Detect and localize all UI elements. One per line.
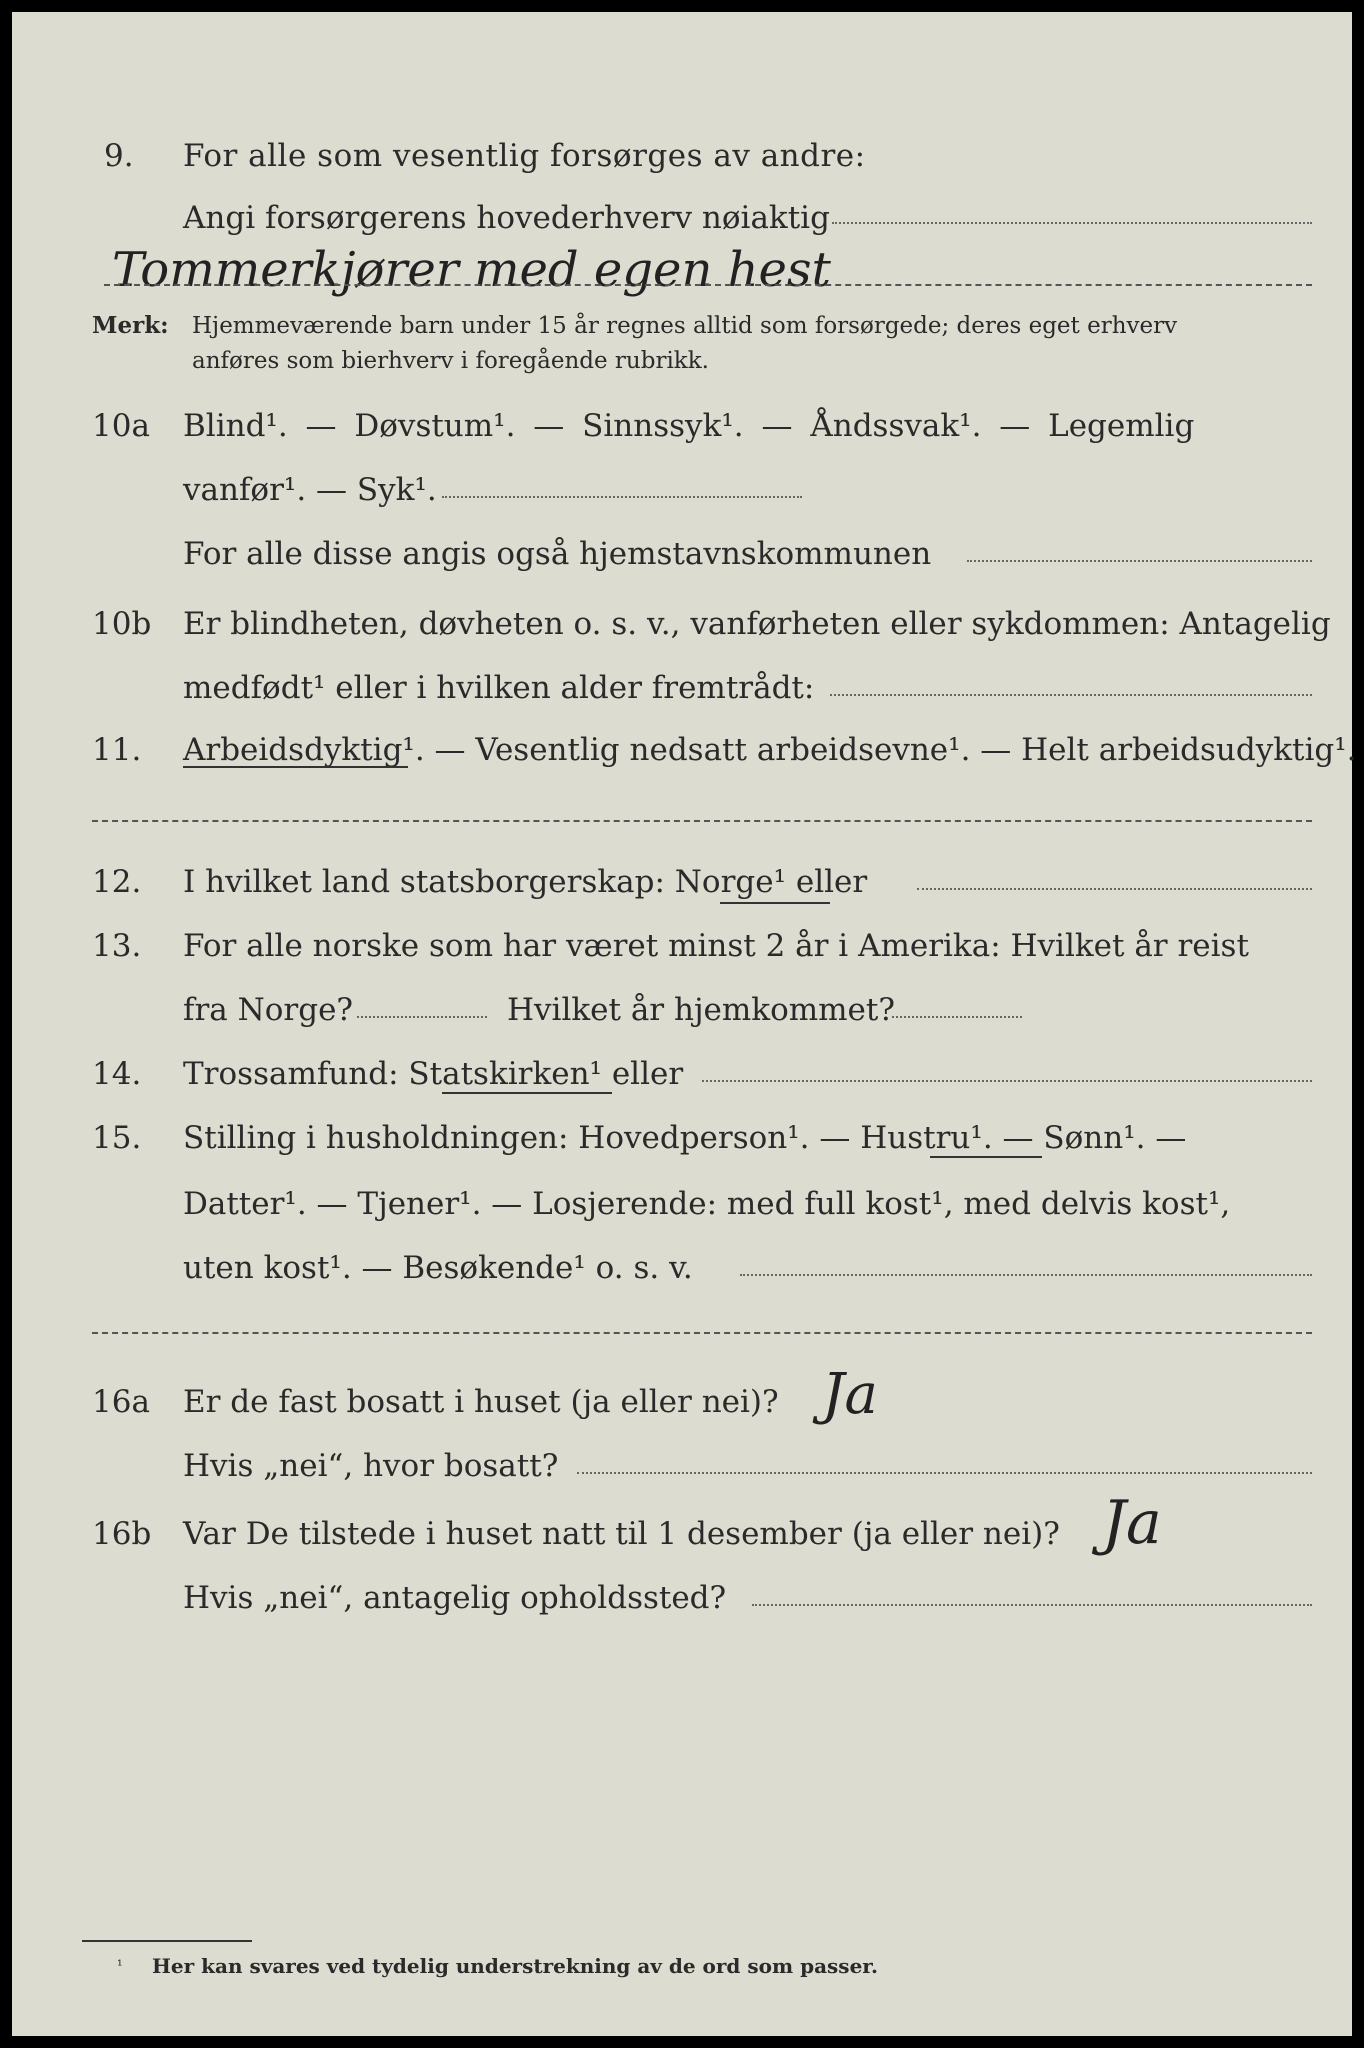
q9-number: 9. (104, 138, 134, 174)
q12-dots (917, 888, 1312, 890)
q12-line1: I hvilket land statsborgerskap: Norge¹ eller (183, 864, 868, 900)
q10a-number: 10a (92, 408, 150, 444)
q14-underline-statskirken (442, 1092, 612, 1094)
q9-answer-line (104, 284, 1312, 286)
q11-line1: Arbeidsdyktig¹. — Vesentlig nedsatt arbeidsevne¹. — Helt arbeidsudyktig¹. (183, 732, 1357, 768)
q10a-line2: vanfør¹. — Syk¹. (183, 472, 437, 508)
q10a-home-dots (967, 560, 1312, 562)
footnote-text: Her kan svares ved tydelig understrekning av de ord som passer. (152, 1954, 878, 1978)
footnote-rule (82, 1940, 252, 1942)
q9-handwritten-answer: Tommerkjører med egen hest (112, 242, 831, 298)
merk-line2: anføres som bierhverv i foregående rubrikk. (192, 348, 709, 374)
merk-line1: Hjemmeværende barn under 15 år regnes alltid som forsørgede; deres eget erhverv (192, 313, 1178, 339)
q9-answer-dots (832, 222, 1312, 224)
q16b-dots (752, 1604, 1312, 1606)
q10a-line1: Blind¹. — Døvstum¹. — Sinnssyk¹. — Åndssvak¹. — Legemlig (183, 408, 1195, 444)
q10b-number: 10b (92, 606, 152, 642)
q16a-number: 16a (92, 1384, 150, 1420)
q13-line2b: Hvilket år hjemkommet? (507, 992, 895, 1028)
q16a-line2: Hvis „nei“, hvor bosatt? (183, 1448, 559, 1484)
q15-number: 15. (92, 1120, 142, 1156)
q12-number: 12. (92, 864, 142, 900)
q14-dots (702, 1080, 1312, 1082)
q10b-line1: Er blindheten, døvheten o. s. v., vanførheten eller sykdommen: Antagelig (183, 606, 1331, 642)
census-form-page (12, 12, 1357, 2036)
divider-2 (92, 1332, 1312, 1334)
q16b-handwritten-answer: Ja (1102, 1488, 1162, 1558)
q15-line3: uten kost¹. — Besøkende¹ o. s. v. (183, 1250, 693, 1286)
q16b-line1: Var De tilstede i huset natt til 1 desember (ja eller nei)? (183, 1516, 1060, 1552)
q11-number: 11. (92, 732, 142, 768)
q15-underline-hustru (930, 1156, 1042, 1158)
q13-number: 13. (92, 928, 142, 964)
footnote-mark: ¹ (117, 1958, 123, 1974)
q13-reist-dots (357, 1016, 487, 1018)
merk-label: Merk: (92, 312, 169, 339)
q9-line2: Angi forsørgerens hovederhverv nøiaktig (183, 200, 830, 236)
q10a-line3: For alle disse angis også hjemstavnskommunen (183, 536, 932, 572)
q13-line2a: fra Norge? (183, 992, 354, 1028)
q10a-sick-dots (442, 496, 802, 498)
q10b-dots (830, 694, 1312, 696)
q16b-line2: Hvis „nei“, antagelig opholdssted? (183, 1580, 727, 1616)
q11-underline-arbeidsdyktig (183, 766, 408, 768)
q10b-line2: medfødt¹ eller i hvilken alder fremtrådt: (183, 670, 815, 706)
q15-dots (740, 1274, 1312, 1276)
q13-hjem-dots (892, 1016, 1022, 1018)
q12-underline-norge (720, 902, 830, 904)
q14-number: 14. (92, 1056, 142, 1092)
q16a-dots (577, 1472, 1312, 1474)
q16a-handwritten-answer: Ja (822, 1362, 878, 1427)
q15-line2: Datter¹. — Tjener¹. — Losjerende: med full kost¹, med delvis kost¹, (183, 1186, 1231, 1222)
q13-line1: For alle norske som har været minst 2 år i Amerika: Hvilket år reist (183, 928, 1249, 964)
q16a-line1: Er de fast bosatt i huset (ja eller nei)? (183, 1384, 779, 1420)
q16b-number: 16b (92, 1516, 152, 1552)
q15-line1: Stilling i husholdningen: Hovedperson¹. — Hustru¹. — Sønn¹. — (183, 1120, 1187, 1156)
divider-1 (92, 820, 1312, 822)
q14-line1: Trossamfund: Statskirken¹ eller (183, 1056, 684, 1092)
q9-line1: For alle som vesentlig forsørges av andre: (183, 138, 866, 174)
